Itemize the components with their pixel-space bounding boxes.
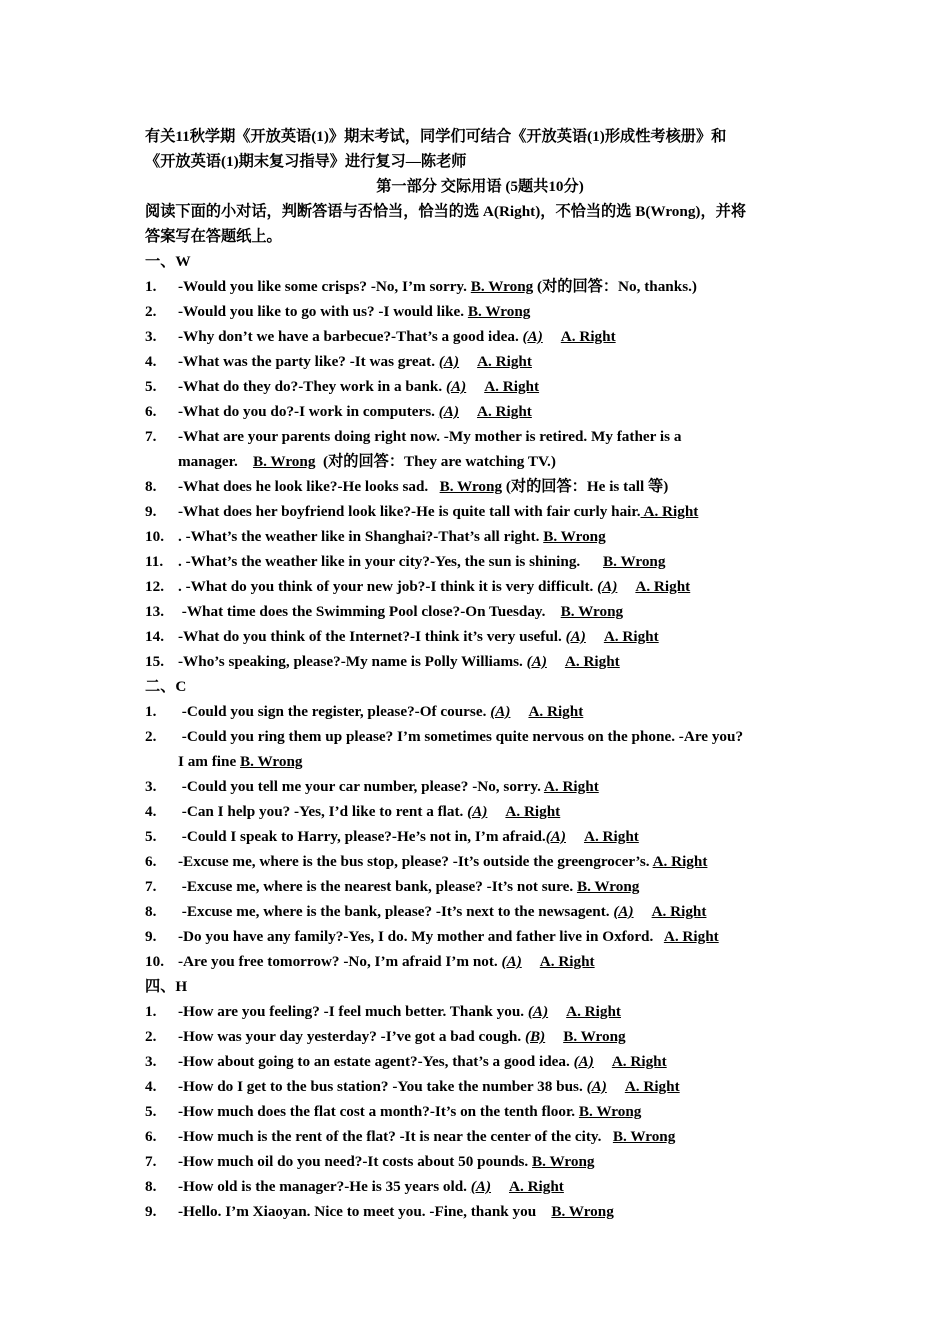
question-body (178, 1074, 815, 1099)
question-text: . -What’s the weather like in Shanghai?-That’s all right. (178, 528, 544, 545)
answer-label: A. Right (583, 828, 639, 845)
question-item (145, 474, 815, 499)
question-body (178, 649, 815, 674)
answer-label: A. Right (640, 503, 699, 520)
answer-label: B. Wrong (551, 1203, 614, 1220)
question-body (178, 724, 815, 774)
question-number: 12. (145, 578, 164, 595)
answer-label: B. Wrong (470, 278, 534, 295)
question-item (145, 774, 815, 799)
question-text: -What was the party like? -It was great. (178, 353, 439, 370)
answer-hint: (A) (445, 378, 467, 395)
question-item (145, 874, 815, 899)
question-item (145, 274, 815, 299)
question-item (145, 574, 815, 599)
question-text: -Could I speak to Harry, please?-He’s not in, I’m afraid. (178, 828, 546, 845)
answer-label: B. Wrong (439, 478, 503, 495)
answer-label: A. Right (663, 928, 719, 945)
question-text: -Would you like some crisps? -No, I’m sorry. (178, 278, 471, 295)
question-text: -Could you tell me your car number, please? -No, sorry. (178, 778, 544, 795)
question-text: -How do I get to the bus station? -You take the number 38 bus. (178, 1078, 587, 1095)
question-item (145, 624, 815, 649)
answer-hint: (A) (573, 1053, 594, 1070)
question-text: -Excuse me, where is the nearest bank, please? -It’s not sure. (178, 878, 577, 895)
question-number: 9. (145, 503, 157, 520)
question-number: 4. (145, 353, 157, 370)
question-body (178, 824, 815, 849)
question-body (178, 1149, 815, 1174)
answer-label: A. Right (652, 853, 708, 870)
question-body (178, 799, 815, 824)
question-text: -Excuse me, where is the bank, please? -It’s next to the newsagent. (178, 903, 614, 920)
instructions-line-2: 答案写在答题纸上。 (145, 228, 282, 245)
question-item (145, 524, 815, 549)
answer-label: B. Wrong (532, 1153, 595, 1170)
question-text: -Why don’t we have a barbecue?-That’s a good idea. (178, 328, 523, 345)
question-text: -Are you free tomorrow? -No, I’m afraid I’m not. (178, 953, 502, 970)
question-number: 2. (145, 728, 157, 745)
question-text: -How was your day yesterday? -I’ve got a bad cough. (178, 1028, 525, 1045)
answer-label: A. Right (539, 953, 595, 970)
question-text: -What are your parents doing right now. -My mother is retired. My father is a (178, 428, 682, 445)
question-item (145, 1199, 815, 1224)
answer-label: B. Wrong (563, 1028, 626, 1045)
question-number: 7. (145, 878, 157, 895)
question-item (145, 799, 815, 824)
question-number: 13. (145, 603, 164, 620)
question-item (145, 399, 815, 424)
section-heading: 四、H (145, 978, 188, 995)
question-text: -What do they do?-They work in a bank. (178, 378, 446, 395)
question-number: 10. (145, 528, 164, 545)
question-body (178, 949, 815, 974)
answer-label: B. Wrong (560, 603, 624, 620)
question-text: -What does her boyfriend look like?-He is quite tall with fair curly hair. (178, 503, 641, 520)
question-item (145, 849, 815, 874)
question-number: 4. (145, 1078, 157, 1095)
question-text: -How about going to an estate agent?-Yes, that’s a good idea. (178, 1053, 574, 1070)
question-body (178, 624, 815, 649)
question-number: 5. (145, 828, 157, 845)
question-sections (145, 249, 815, 1224)
answer-label: A. Right (477, 403, 532, 420)
answer-note: (对的回答：They are watching TV.) (315, 453, 556, 470)
answer-label: B. Wrong (252, 453, 316, 470)
question-body (178, 699, 815, 724)
question-body (178, 274, 815, 299)
document-page (145, 124, 815, 1224)
question-text: -Do you have any family?-Yes, I do. My mother and father live in Oxford. (178, 928, 664, 945)
question-text-continued: manager. (178, 453, 253, 470)
question-number: 9. (145, 1203, 157, 1220)
question-number: 15. (145, 653, 164, 670)
question-number: 6. (145, 853, 157, 870)
question-number: 3. (145, 1053, 157, 1070)
question-item (145, 424, 815, 474)
question-item (145, 324, 815, 349)
answer-hint: (A) (470, 1178, 492, 1195)
question-item (145, 1049, 815, 1074)
question-text: -How much oil do you need?-It costs about 50 pounds. (178, 1153, 533, 1170)
part-title: 第一部分 交际用语 (5题共10分) (376, 178, 584, 195)
section-heading: 二、C (145, 678, 187, 695)
answer-label: A. Right (635, 578, 691, 595)
question-number: 8. (145, 1178, 157, 1195)
answer-hint: (A) (613, 903, 634, 920)
question-body (178, 549, 815, 574)
question-text: -How much does the flat cost a month?-It’s on the tenth floor. (178, 1103, 579, 1120)
question-body (178, 1174, 815, 1199)
question-text: -Would you like to go with us? -I would like. (178, 303, 468, 320)
question-text: -What do you think of the Internet?-I think it’s very useful. (178, 628, 566, 645)
answer-label: A. Right (477, 353, 532, 370)
question-text: -Who’s speaking, please?-My name is Polly Williams. (178, 653, 527, 670)
question-item (145, 374, 815, 399)
question-text: -How are you feeling? -I feel much better. Thank you. (178, 1003, 528, 1020)
intro-line-1: 有关11秋学期《开放英语(1)》期末考试，同学们可结合《开放英语(1)形成性考核册》和 (145, 128, 727, 145)
question-body (178, 499, 815, 524)
answer-label: B. Wrong (603, 553, 666, 570)
answer-label: A. Right (484, 378, 540, 395)
question-number: 5. (145, 1103, 157, 1120)
answer-hint: (A) (545, 828, 566, 845)
question-number: 8. (145, 478, 157, 495)
answer-hint: (A) (438, 353, 460, 370)
question-item (145, 649, 815, 674)
question-body (178, 899, 815, 924)
question-body (178, 349, 815, 374)
question-body (178, 874, 815, 899)
question-item (145, 349, 815, 374)
question-body (178, 599, 815, 624)
answer-hint: (A) (597, 578, 618, 595)
answer-label: A. Right (566, 1003, 621, 1020)
question-number: 7. (145, 428, 157, 445)
answer-label: A. Right (624, 1078, 680, 1095)
question-text: -How much is the rent of the flat? -It is near the center of the city. (178, 1128, 613, 1145)
answer-hint: (A) (565, 628, 586, 645)
question-text: -What time does the Swimming Pool close?-On Tuesday. (178, 603, 561, 620)
question-item (145, 1074, 815, 1099)
answer-note: (对的回答：No, thanks.) (533, 278, 697, 295)
question-text: -Could you ring them up please? I’m sometimes quite nervous on the phone. -Are you? (178, 728, 744, 745)
answer-label: A. Right (564, 653, 620, 670)
question-text: -What does he look like?-He looks sad. (178, 478, 440, 495)
answer-label: A. Right (505, 803, 561, 820)
question-body (178, 1199, 815, 1224)
answer-hint: (A) (526, 653, 547, 670)
question-item (145, 999, 815, 1024)
question-body (178, 474, 815, 499)
question-text: -How old is the manager?-He is 35 years old. (178, 1178, 471, 1195)
question-body (178, 924, 815, 949)
question-body (178, 299, 815, 324)
instructions-line-1: 阅读下面的小对话，判断答语与否恰当，恰当的选 A(Right)，不恰当的选 B(Wrong)，并将 (145, 203, 747, 220)
question-item (145, 824, 815, 849)
answer-hint: (A) (527, 1003, 549, 1020)
question-number: 3. (145, 778, 157, 795)
question-item (145, 299, 815, 324)
question-number: 8. (145, 903, 157, 920)
question-number: 9. (145, 928, 157, 945)
question-body (178, 849, 815, 874)
question-item (145, 1124, 815, 1149)
intro-line-2: 《开放英语(1)期末复习指导》进行复习—陈老师 (145, 153, 467, 170)
question-body (178, 1024, 815, 1049)
question-body (178, 1124, 815, 1149)
answer-hint: (A) (501, 953, 522, 970)
question-text: -Hello. I’m Xiaoyan. Nice to meet you. -Fine, thank you (178, 1203, 552, 1220)
question-number: 2. (145, 303, 157, 320)
answer-hint: (B) (524, 1028, 546, 1045)
answer-hint: (A) (522, 328, 543, 345)
question-number: 10. (145, 953, 164, 970)
question-item (145, 599, 815, 624)
question-number: 11. (145, 553, 164, 570)
question-body (178, 999, 815, 1024)
question-body (178, 399, 815, 424)
question-body (178, 374, 815, 399)
answer-label: B. Wrong (467, 303, 531, 320)
question-number: 7. (145, 1153, 157, 1170)
answer-hint: (A) (438, 403, 459, 420)
question-body (178, 524, 815, 549)
answer-label: B. Wrong (578, 1103, 642, 1120)
question-number: 3. (145, 328, 157, 345)
question-item (145, 899, 815, 924)
question-number: 6. (145, 403, 157, 420)
answer-label: B. Wrong (543, 528, 606, 545)
question-body (178, 774, 815, 799)
question-item (145, 549, 815, 574)
question-item (145, 924, 815, 949)
question-text: -What do you do?-I work in computers. (178, 403, 439, 420)
answer-label: A. Right (603, 628, 659, 645)
question-text: -Excuse me, where is the bus stop, please? -It’s outside the greengrocer’s. (178, 853, 653, 870)
question-item (145, 1024, 815, 1049)
answer-label: A. Right (509, 1178, 564, 1195)
question-text: . -What’s the weather like in your city?-Yes, the sun is shining. (178, 553, 603, 570)
question-number: 2. (145, 1028, 157, 1045)
question-item (145, 1099, 815, 1124)
answer-note: (对的回答：He is tall 等) (502, 478, 669, 495)
question-item (145, 724, 815, 774)
question-item (145, 1174, 815, 1199)
question-body (178, 1099, 815, 1124)
question-number: 6. (145, 1128, 157, 1145)
answer-hint: (A) (467, 803, 488, 820)
question-number: 14. (145, 628, 164, 645)
question-text: . -What do you think of your new job?-I think it is very difficult. (178, 578, 598, 595)
answer-label: B. Wrong (576, 878, 640, 895)
question-item (145, 699, 815, 724)
answer-label: A. Right (560, 328, 616, 345)
answer-label: B. Wrong (612, 1128, 676, 1145)
question-number: 5. (145, 378, 157, 395)
question-item (145, 499, 815, 524)
section-heading: 一、W (145, 253, 191, 270)
answer-label: A. Right (651, 903, 707, 920)
question-number: 1. (145, 703, 157, 720)
question-number: 1. (145, 1003, 157, 1020)
question-number: 1. (145, 278, 157, 295)
question-body (178, 324, 815, 349)
answer-label: B. Wrong (240, 753, 303, 770)
answer-hint: (A) (490, 703, 511, 720)
answer-label: A. Right (611, 1053, 667, 1070)
question-text-continued: I am fine (178, 753, 241, 770)
answer-label: A. Right (543, 778, 599, 795)
question-item (145, 1149, 815, 1174)
answer-label: A. Right (528, 703, 584, 720)
question-item (145, 949, 815, 974)
question-number: 4. (145, 803, 157, 820)
answer-hint: (A) (586, 1078, 607, 1095)
question-body (178, 1049, 815, 1074)
question-text: -Could you sign the register, please?-Of course. (178, 703, 491, 720)
question-text: -Can I help you? -Yes, I’d like to rent a flat. (178, 803, 468, 820)
question-body (178, 424, 815, 474)
question-body (178, 574, 815, 599)
